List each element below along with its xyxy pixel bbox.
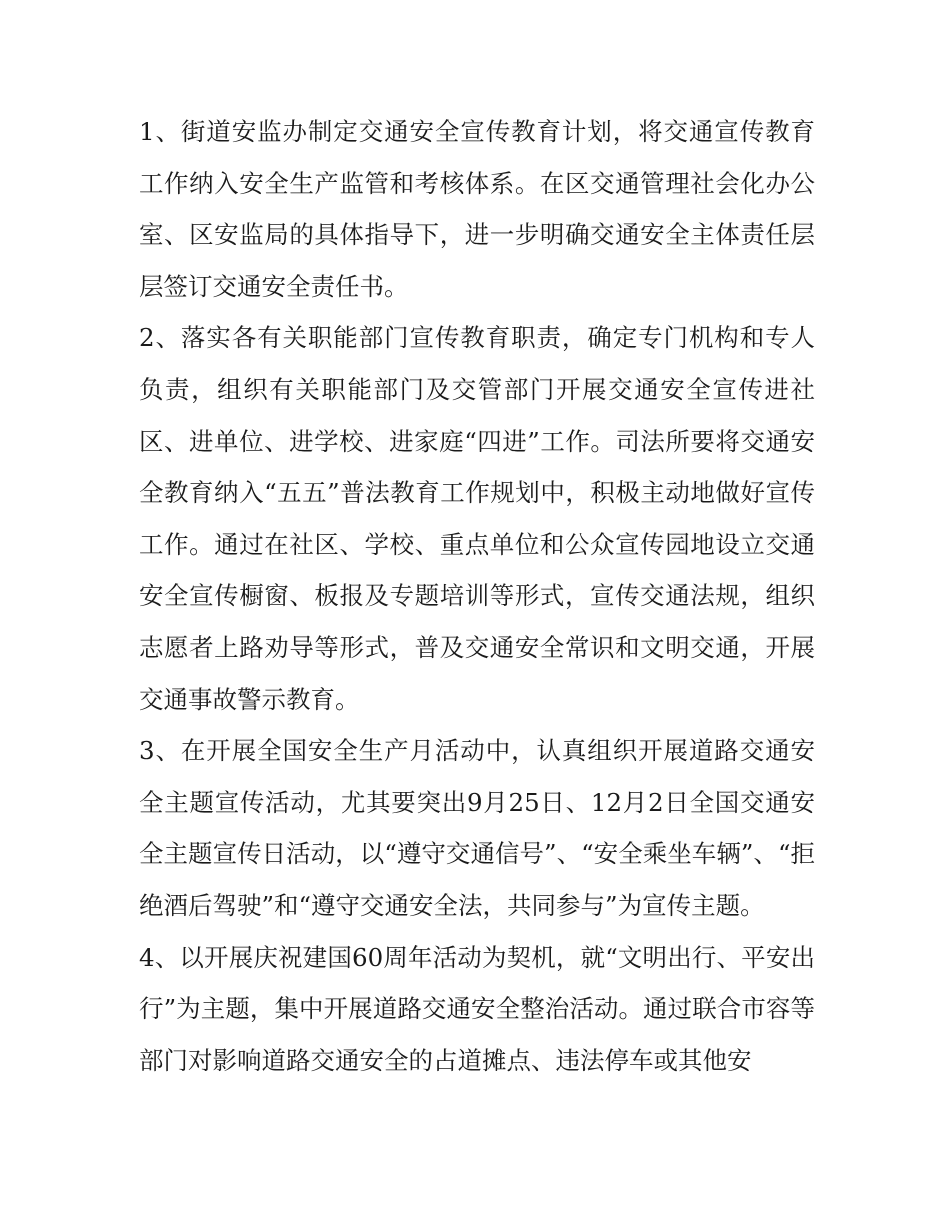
paragraph-1: 1、街道安监办制定交通安全宣传教育计划，将交通宣传教育工作纳入安全生产监管和考核体系。在区交通管理社会化办公室、区安监局的具体指导下，进一步明确交通安全主体责任层层签订交通安全责任书。 [139,117,815,301]
paragraph-4: 4、以开展庆祝建国60周年活动为契机，就“文明出行、平安出行”为主题，集中开展道路交通安全整治活动。通过联合市容等部门对影响道路交通安全的占道摊点、违法停车或其他安 [139,942,815,1075]
document-body [139,106,815,1086]
paragraph-3: 3、在开展全国安全生产月活动中，认真组织开展道路交通安全主题宣传活动，尤其要突出9月25日、12月2日全国交通安全主题宣传日活动，以“遵守交通信号”、“安全乘坐车辆”、“拒绝酒后驾驶”和“遵守交通安全法，共同参与”为宣传主题。 [139,736,815,920]
paragraph-2: 2、落实各有关职能部门宣传教育职责，确定专门机构和专人负责，组织有关职能部门及交管部门开展交通安全宣传进社区、进单位、进学校、进家庭“四进”工作。司法所要将交通安全教育纳入“五五”普法教育工作规划中，积极主动地做好宣传工作。通过在社区、学校、重点单位和公众宣传园地设立交通安全宣传橱窗、板报及专题培训等形式，宣传交通法规，组织志愿者上路劝导等形式，普及交通安全常识和文明交通，开展交通事故警示教育。 [139,323,815,714]
